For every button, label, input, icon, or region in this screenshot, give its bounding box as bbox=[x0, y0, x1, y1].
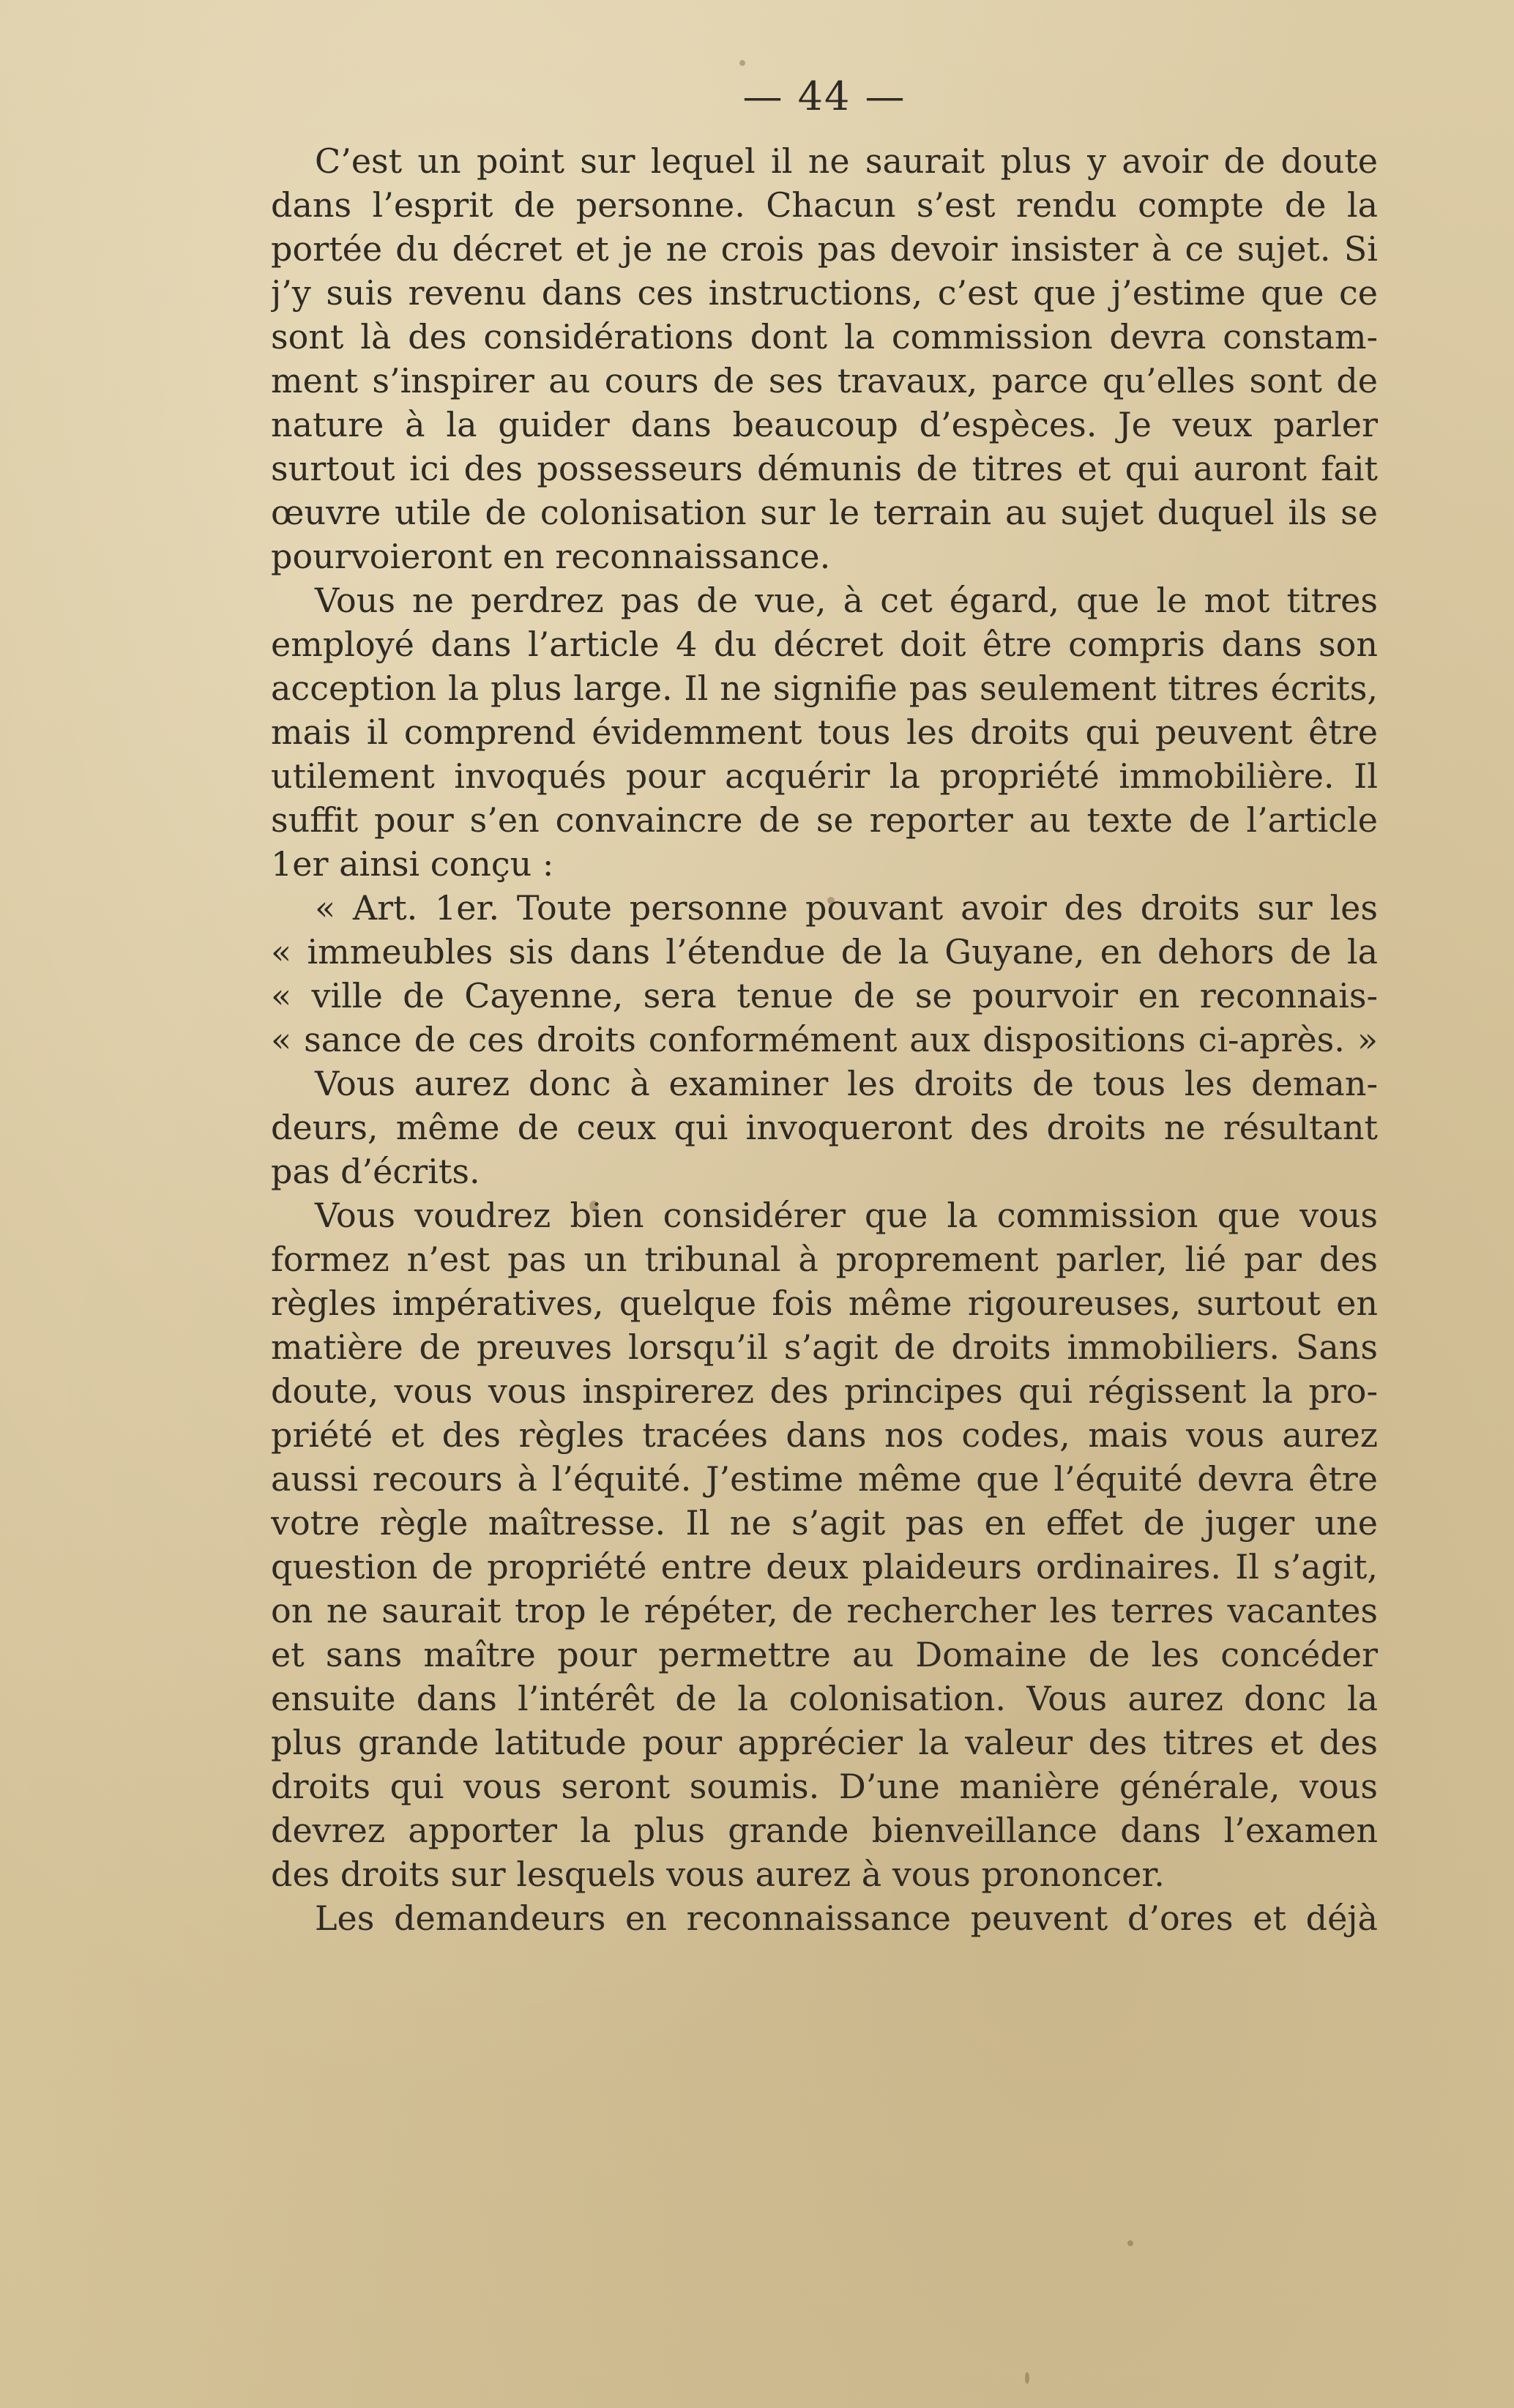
text-line: doute, vous vous inspirerez des principes qui régissent la pro- bbox=[271, 1371, 1378, 1411]
page-number: — 44 — bbox=[742, 73, 906, 119]
text-line: suffit pour s’en convaincre de se reporter au texte de l’article bbox=[271, 800, 1378, 840]
text-line: et sans maître pour permettre au Domaine de les concéder bbox=[271, 1635, 1378, 1674]
text-line: dans l’esprit de personne. Chacun s’est rendu compte de la bbox=[271, 185, 1378, 225]
text-line: Les demandeurs en reconnaissance peuvent d’ores et déjà bbox=[315, 1898, 1378, 1938]
text-line: acception la plus large. Il ne signifie pas seulement titres écrits, bbox=[271, 668, 1378, 708]
text-line: 1er ainsi conçu : bbox=[271, 844, 554, 884]
text-line: œuvre utile de colonisation sur le terrain au sujet duquel ils se bbox=[271, 493, 1378, 532]
text-line: deurs, même de ceux qui invoqueront des droits ne résultant bbox=[271, 1108, 1378, 1147]
paragraph-1 bbox=[271, 139, 1378, 578]
text-line: Vous aurez donc à examiner les droits de tous les deman- bbox=[315, 1064, 1378, 1103]
text-line: question de propriété entre deux plaideurs ordinaires. Il s’agit, bbox=[271, 1547, 1378, 1587]
paragraph-3 bbox=[271, 1062, 1378, 1193]
text-line: sont là des considérations dont la commission devra constam- bbox=[271, 317, 1378, 357]
text-line: formez n’est pas un tribunal à proprement parler, lié par des bbox=[271, 1240, 1378, 1279]
text-line: priété et des règles tracées dans nos codes, mais vous aurez bbox=[271, 1415, 1378, 1455]
paragraph-2 bbox=[271, 578, 1378, 886]
text-line: ensuite dans l’intérêt de la colonisation. Vous aurez donc la bbox=[271, 1679, 1378, 1718]
paragraph-4 bbox=[271, 1193, 1378, 1896]
text-line: des droits sur lesquels vous aurez à vous prononcer. bbox=[271, 1855, 1165, 1894]
text-line: plus grande latitude pour apprécier la valeur des titres et des bbox=[271, 1723, 1378, 1762]
text-line: C’est un point sur lequel il ne saurait plus y avoir de doute bbox=[315, 141, 1378, 181]
page bbox=[271, 0, 1378, 2408]
text-line: matière de preuves lorsqu’il s’agit de droits immobiliers. Sans bbox=[271, 1327, 1378, 1367]
text-line: on ne saurait trop le répéter, de rechercher les terres vacantes bbox=[271, 1591, 1378, 1630]
text-line: devrez apporter la plus grande bienveillance dans l’examen bbox=[271, 1811, 1378, 1850]
text-line: Vous voudrez bien considérer que la commission que vous bbox=[315, 1196, 1378, 1235]
text-line: portée du décret et je ne crois pas devoir insister à ce sujet. Si bbox=[271, 229, 1378, 269]
text-line: aussi recours à l’équité. J’estime même que l’équité devra être bbox=[271, 1459, 1378, 1499]
quotation bbox=[271, 886, 1378, 1062]
text-line: droits qui vous seront soumis. D’une manière générale, vous bbox=[271, 1767, 1378, 1806]
text-line: Vous ne perdrez pas de vue, à cet égard, que le mot titres bbox=[315, 581, 1378, 620]
text-line: « ville de Cayenne, sera tenue de se pourvoir en reconnais- bbox=[271, 976, 1378, 1015]
body-text bbox=[271, 139, 1378, 1940]
text-line: « Art. 1er. Toute personne pouvant avoir des droits sur les bbox=[315, 888, 1378, 928]
paragraph-5 bbox=[271, 1896, 1378, 1940]
paper-speck bbox=[1025, 2372, 1029, 2384]
paper-speck bbox=[1127, 2240, 1133, 2246]
text-line: règles impératives, quelque fois même rigoureuses, surtout en bbox=[271, 1283, 1378, 1323]
text-line: votre règle maîtresse. Il ne s’agit pas en effet de juger une bbox=[271, 1503, 1378, 1543]
text-line: « immeubles sis dans l’étendue de la Guyane, en dehors de la bbox=[271, 932, 1378, 972]
text-line: nature à la guider dans beaucoup d’espèces. Je veux parler bbox=[271, 405, 1378, 444]
text-line: mais il comprend évidemment tous les droits qui peuvent être bbox=[271, 712, 1378, 752]
paper-speck bbox=[827, 897, 835, 904]
text-line: « sance de ces droits conformément aux dispositions ci-après. » bbox=[271, 1020, 1378, 1059]
text-line: pas d’écrits. bbox=[271, 1152, 480, 1191]
text-line: pourvoieront en reconnaissance. bbox=[271, 537, 831, 576]
text-line: j’y suis revenu dans ces instructions, c’est que j’estime que ce bbox=[271, 273, 1378, 313]
text-line: employé dans l’article 4 du décret doit être compris dans son bbox=[271, 625, 1378, 664]
paper-speck bbox=[739, 60, 745, 66]
paper-speck bbox=[589, 1201, 598, 1211]
text-line: utilement invoqués pour acquérir la propriété immobilière. Il bbox=[271, 756, 1378, 796]
text-line: surtout ici des possesseurs démunis de titres et qui auront fait bbox=[271, 449, 1378, 488]
text-line: ment s’inspirer au cours de ses travaux, parce qu’elles sont de bbox=[271, 361, 1378, 400]
